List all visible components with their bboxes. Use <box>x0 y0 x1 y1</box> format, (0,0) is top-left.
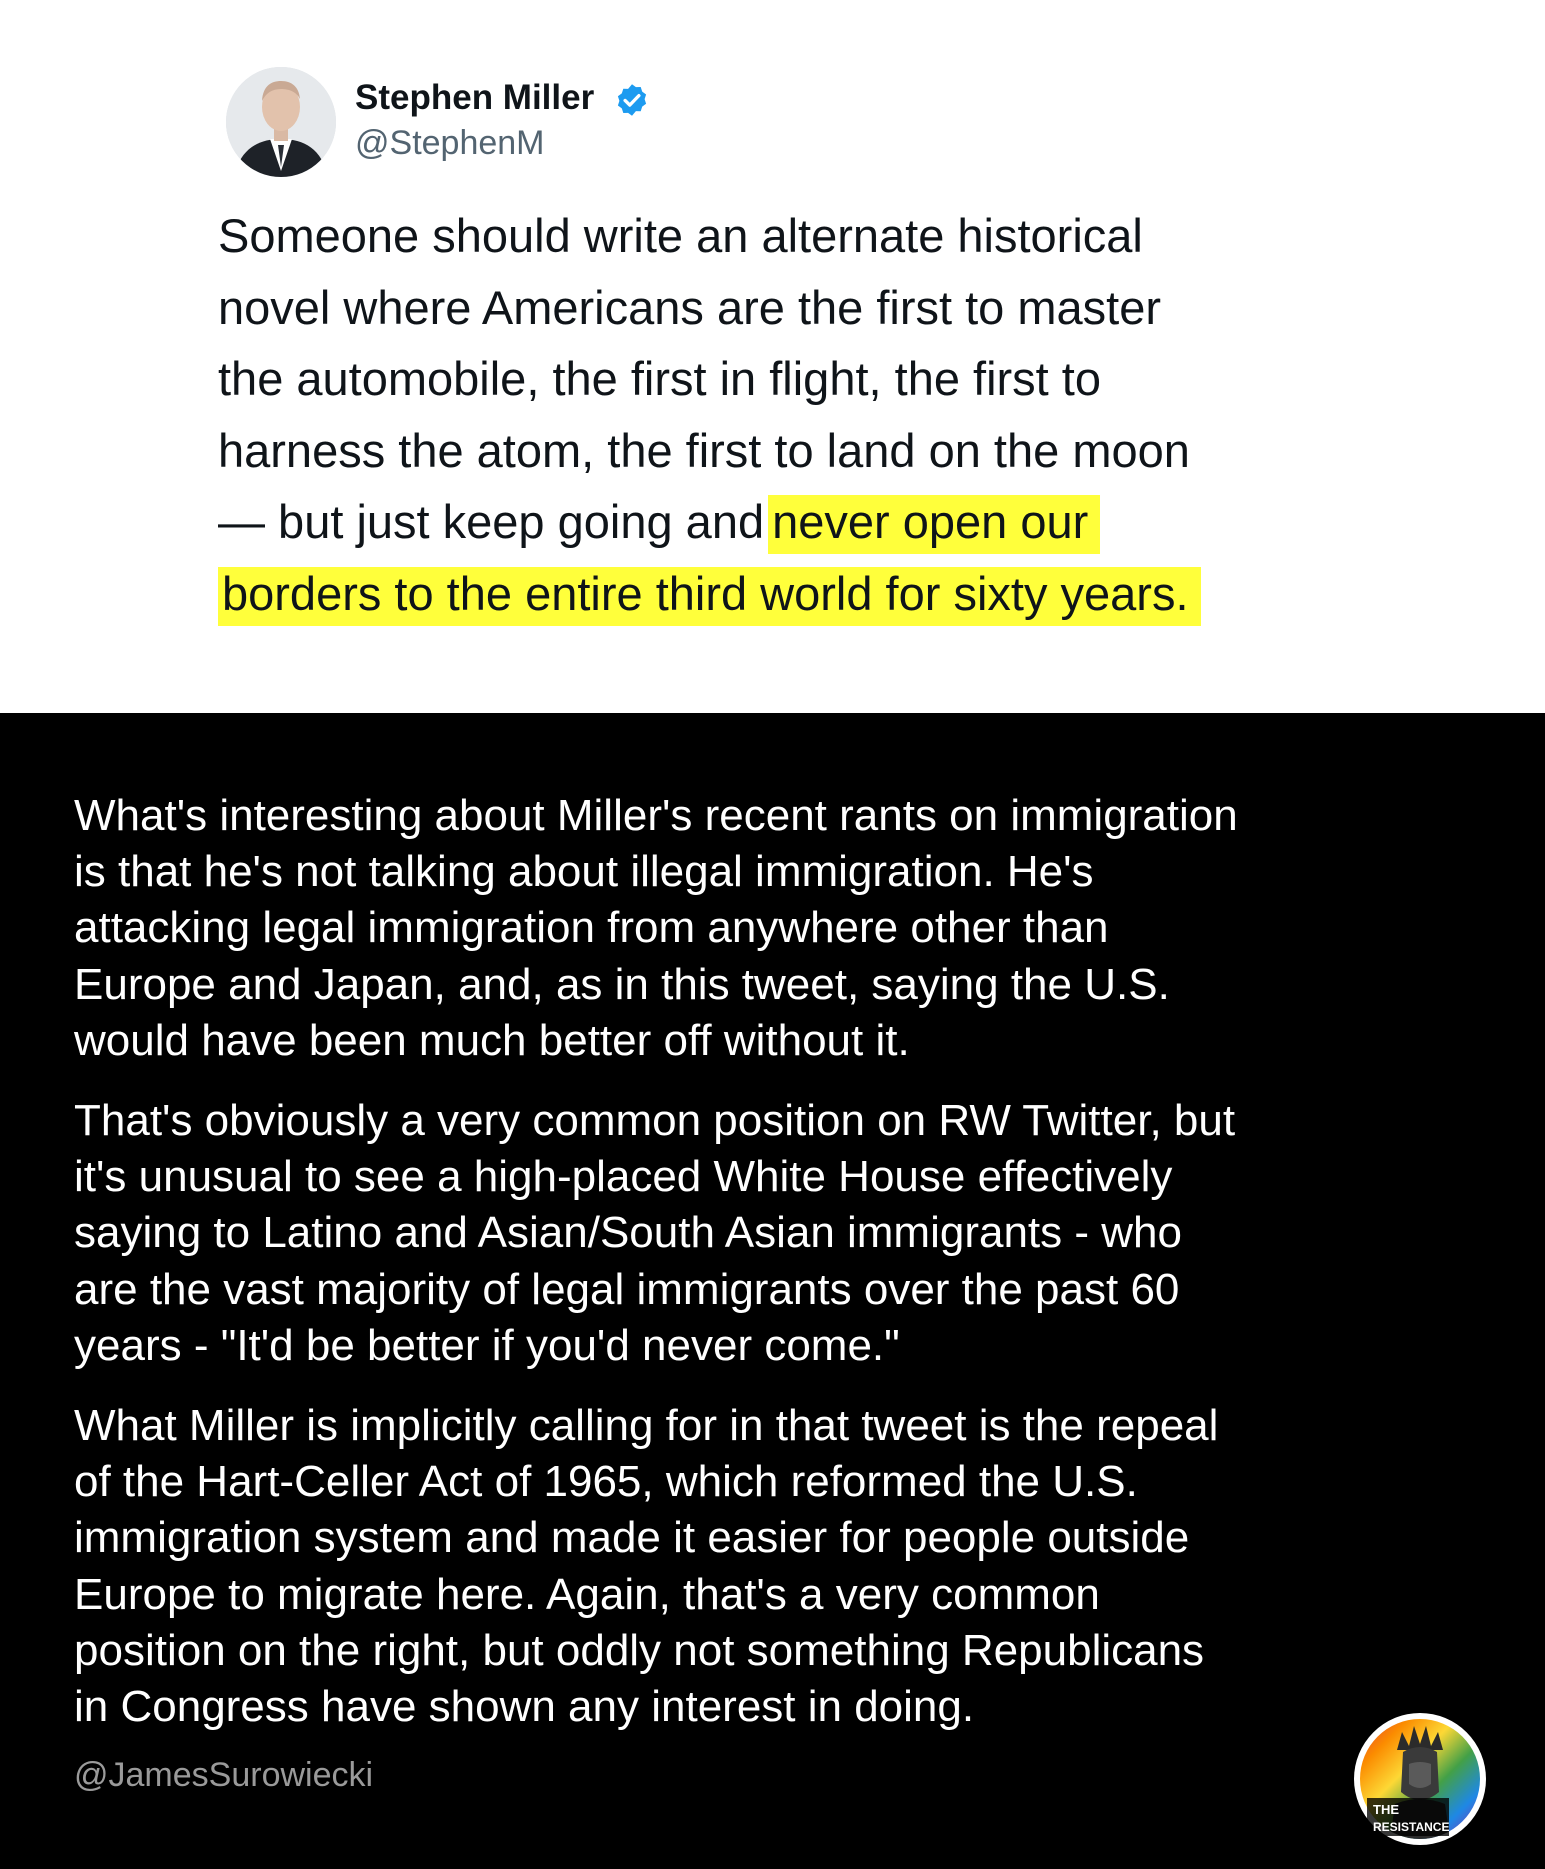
paragraph-line: Europe to migrate here. Again, that's a very common <box>74 1569 1100 1619</box>
paragraph-line: Europe and Japan, and, as in this tweet, saying the U.S. <box>74 959 1170 1009</box>
paragraph-line: What Miller is implicitly calling for in that tweet is the repeal <box>74 1401 1219 1451</box>
author-avatar[interactable] <box>226 67 336 177</box>
paragraph-line: What's interesting about Miller's recent rants on immigration <box>74 791 1238 840</box>
paragraph-line: of the Hart-Celler Act of 1965, which reformed the U.S. <box>74 1457 1138 1507</box>
commentary-paragraph-2 <box>74 1093 1494 1374</box>
logo-text-line-2: RESISTANCE <box>1373 1820 1450 1834</box>
paragraph-line: are the vast majority of legal immigrants over the past 60 <box>74 1264 1180 1314</box>
tweet-line-with-highlight <box>218 486 1348 558</box>
paragraph-line: That's obviously a very common position on RW Twitter, but <box>74 1096 1236 1146</box>
the-resistance-logo <box>1353 1712 1487 1846</box>
tweet-line: the automobile, the first in flight, the first to <box>218 352 1101 405</box>
tweet-text <box>218 200 1348 629</box>
paragraph-line: would have been much better off without it. <box>74 1015 910 1065</box>
commentary-paragraph-1 <box>74 788 1494 1069</box>
avatar-portrait <box>226 67 336 177</box>
author-name[interactable]: Stephen Miller <box>355 78 595 117</box>
highlighted-text: never open our <box>768 495 1100 554</box>
author-credit[interactable]: @JamesSurowiecki <box>74 1756 374 1794</box>
commentary-paragraph-3 <box>74 1398 1494 1735</box>
paragraph-line: attacking legal immigration from anywhere other than <box>74 903 1109 953</box>
paragraph-line: is that he's not talking about illegal immigration. He's <box>74 847 1094 897</box>
tweet-line: harness the atom, the first to land on the moon <box>218 423 1190 477</box>
highlighted-text: borders to the entire third world for sixty years. <box>218 567 1201 626</box>
logo-text-line-1: THE <box>1373 1802 1399 1817</box>
tweet-line-plain-part: — but just keep going and <box>218 495 765 548</box>
paragraph-line: immigration system and made it easier for people outside <box>74 1513 1190 1563</box>
paragraph-line: it's unusual to see a high-placed White House effectively <box>74 1152 1173 1202</box>
commentary-text <box>74 788 1494 1759</box>
tweet-line-highlighted <box>218 558 1348 630</box>
paragraph-line: position on the right, but oddly not something Republicans <box>74 1625 1205 1675</box>
paragraph-line: years - "It'd be better if you'd never come." <box>74 1320 900 1370</box>
author-handle[interactable]: @StephenM <box>355 124 545 162</box>
tweet-line: novel where Americans are the first to master <box>218 280 1162 334</box>
tweet-line: Someone should write an alternate historical <box>218 209 1143 262</box>
paragraph-line: saying to Latino and Asian/South Asian immigrants - who <box>74 1208 1182 1258</box>
tweet-card <box>0 0 1545 713</box>
paragraph-line: in Congress have shown any interest in doing. <box>74 1682 975 1732</box>
verified-badge-icon <box>614 82 650 118</box>
